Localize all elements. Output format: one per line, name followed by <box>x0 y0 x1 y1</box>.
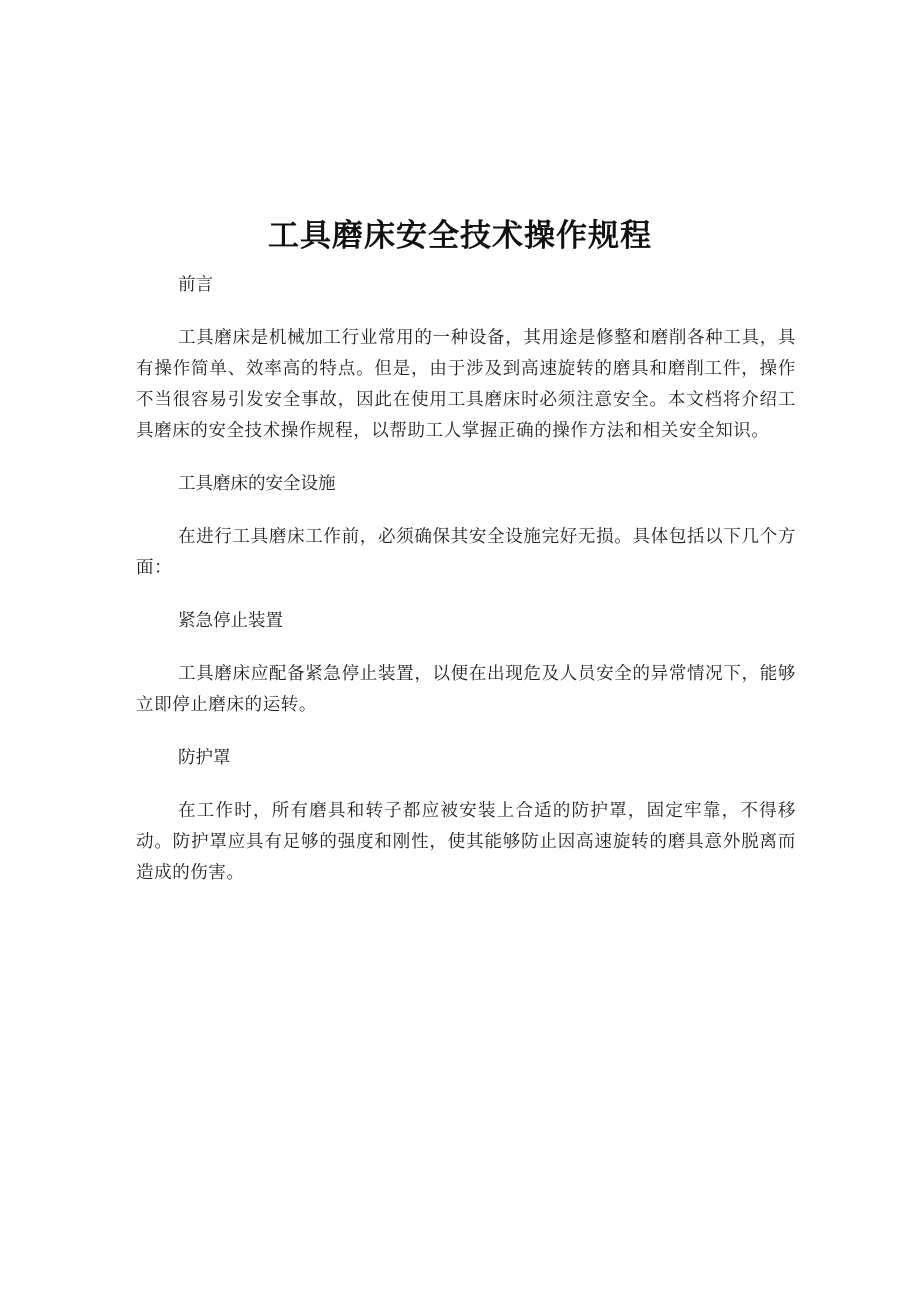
section-heading-emergency-stop: 紧急停止装置 <box>178 611 283 631</box>
document-body <box>136 270 796 911</box>
emergency-stop-paragraph: 工具磨床应配备紧急停止装置，以便在出现危及人员安全的异常情况下，能够立即停止磨床的运转。 <box>136 664 796 715</box>
section-heading-safety-facilities: 工具磨床的安全设施 <box>178 474 336 494</box>
guard-paragraph: 在工作时，所有磨具和转子都应被安装上合适的防护罩，固定牢靠，不得移动。防护罩应具有足够的强度和刚性，使其能够防止因高速旋转的磨具意外脱离而造成的伤害。 <box>136 801 796 883</box>
preface-paragraph: 工具磨床是机械加工行业常用的一种设备，其用途是修整和磨削各种工具，具有操作简单、效率高的特点。但是，由于涉及到高速旋转的磨具和磨削工件，操作不当很容易引发安全事故，因此在使用工具磨床时必须注意安全。本文档将介绍工具磨床的安全技术操作规程，以帮助工人掌握正确的操作方法和相关安全知识。 <box>136 328 796 441</box>
section-heading-guard: 防护罩 <box>178 748 231 768</box>
section-heading-preface: 前言 <box>178 275 213 295</box>
safety-facilities-paragraph: 在进行工具磨床工作前，必须确保其安全设施完好无损。具体包括以下几个方面： <box>136 527 796 578</box>
document-title: 工具磨床安全技术操作规程 <box>268 218 652 254</box>
